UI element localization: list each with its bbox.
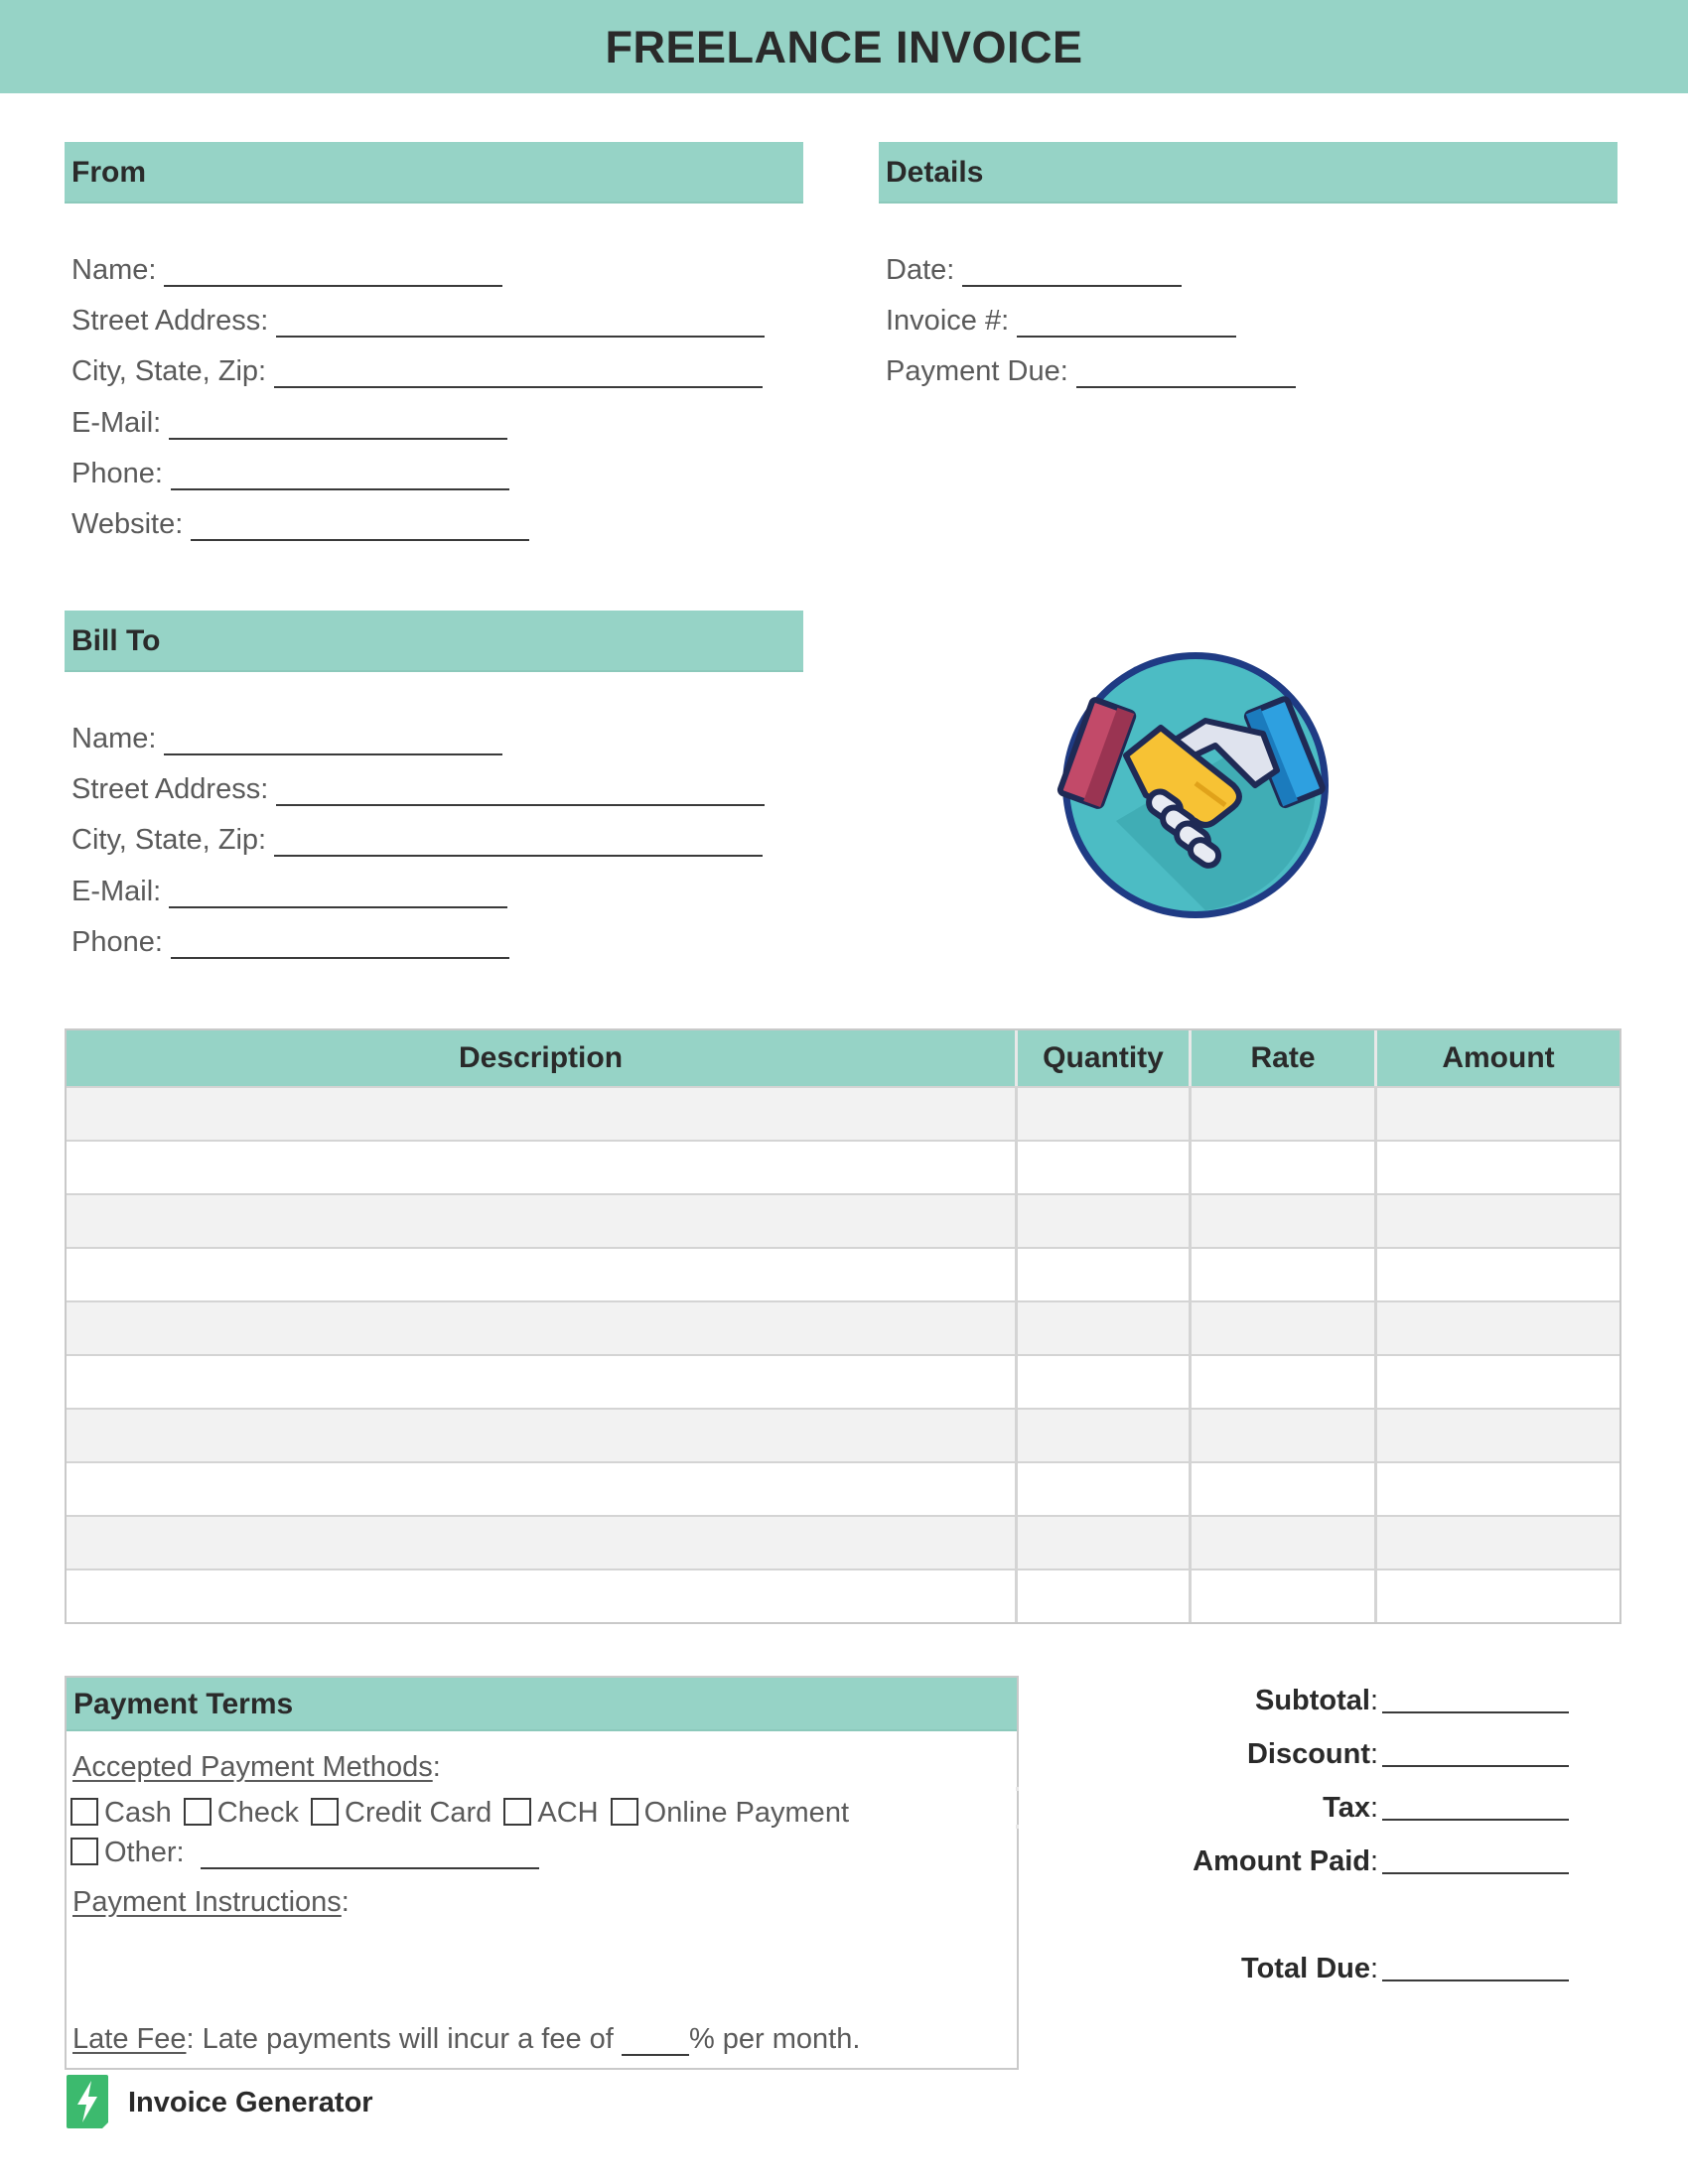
- from-phone-label: Phone:: [71, 458, 163, 489]
- amount-cell[interactable]: [1377, 1410, 1619, 1461]
- subtotal-line[interactable]: [1382, 1711, 1569, 1713]
- payment-instructions-row: [72, 1886, 350, 1919]
- credit-card-checkbox[interactable]: [311, 1798, 339, 1826]
- amount-paid-label: Amount Paid: [1193, 1845, 1370, 1877]
- lightning-bolt-icon: [65, 2073, 110, 2130]
- amount-cell[interactable]: [1377, 1142, 1619, 1193]
- details-section-header: [879, 142, 1618, 204]
- description-cell[interactable]: [67, 1517, 1018, 1569]
- title-bar: [0, 0, 1688, 93]
- from-section-header: [65, 142, 803, 204]
- late-fee-percent-line[interactable]: [622, 2030, 689, 2056]
- ach-checkbox[interactable]: [503, 1798, 531, 1826]
- quantity-column-header: Quantity: [1018, 1030, 1192, 1086]
- table-row: [67, 1086, 1619, 1140]
- rate-cell[interactable]: [1192, 1356, 1377, 1408]
- from-city-label: City, State, Zip:: [71, 355, 267, 387]
- description-column-header: Description: [67, 1030, 1018, 1086]
- accepted-methods-label: Accepted Payment Methods: [72, 1751, 433, 1783]
- other-line[interactable]: [201, 1840, 539, 1869]
- rate-cell[interactable]: [1192, 1142, 1377, 1193]
- rate-cell[interactable]: [1192, 1195, 1377, 1247]
- discount-line[interactable]: [1382, 1765, 1569, 1767]
- description-cell[interactable]: [67, 1570, 1018, 1622]
- quantity-cell[interactable]: [1018, 1517, 1192, 1569]
- from-street-line[interactable]: [276, 308, 765, 338]
- bill-to-street-field[interactable]: [71, 773, 765, 813]
- table-row: [67, 1354, 1619, 1408]
- amount-cell[interactable]: [1377, 1195, 1619, 1247]
- description-cell[interactable]: [67, 1249, 1018, 1300]
- quantity-cell[interactable]: [1018, 1249, 1192, 1300]
- description-cell[interactable]: [67, 1142, 1018, 1193]
- date-line[interactable]: [962, 257, 1182, 287]
- divider: [1016, 1787, 1019, 1791]
- page-title: FREELANCE INVOICE: [605, 22, 1083, 72]
- colon: :: [1370, 1953, 1379, 1984]
- rate-cell[interactable]: [1192, 1410, 1377, 1461]
- divider: [1016, 1825, 1019, 1829]
- invoice-number-line[interactable]: [1017, 308, 1236, 338]
- bill-to-phone-line[interactable]: [171, 929, 509, 959]
- rate-cell[interactable]: [1192, 1302, 1377, 1354]
- cash-label: Cash: [104, 1797, 172, 1829]
- cash-checkbox[interactable]: [70, 1798, 98, 1826]
- amount-cell[interactable]: [1377, 1356, 1619, 1408]
- payment-due-line[interactable]: [1076, 358, 1296, 388]
- late-fee-label: Late Fee: [72, 2023, 187, 2055]
- items-table: [65, 1028, 1621, 1624]
- subtotal-row[interactable]: [1092, 1678, 1569, 1717]
- from-email-field[interactable]: [71, 407, 507, 447]
- late-fee-text-before: : Late payments will incur a fee of: [186, 2023, 622, 2055]
- credit-card-label: Credit Card: [345, 1797, 492, 1829]
- tax-line[interactable]: [1382, 1819, 1569, 1821]
- colon: :: [1370, 1685, 1379, 1716]
- amount-cell[interactable]: [1377, 1302, 1619, 1354]
- rate-cell[interactable]: [1192, 1517, 1377, 1569]
- quantity-cell[interactable]: [1018, 1302, 1192, 1354]
- amount-cell[interactable]: [1377, 1570, 1619, 1622]
- from-street-label: Street Address:: [71, 305, 269, 337]
- payment-terms-box: [65, 1676, 1019, 2070]
- rate-column-header: Rate: [1192, 1030, 1377, 1086]
- from-name-line[interactable]: [164, 257, 502, 287]
- discount-row[interactable]: [1092, 1731, 1569, 1771]
- brand-name: Invoice Generator: [128, 2087, 373, 2118]
- rate-cell[interactable]: [1192, 1249, 1377, 1300]
- quantity-cell[interactable]: [1018, 1356, 1192, 1408]
- colon: :: [1370, 1845, 1379, 1877]
- from-website-label: Website:: [71, 508, 184, 540]
- amount-cell[interactable]: [1377, 1088, 1619, 1140]
- other-checkbox[interactable]: [70, 1838, 98, 1865]
- discount-label: Discount: [1246, 1738, 1370, 1770]
- bill-to-email-label: E-Mail:: [71, 876, 162, 907]
- table-row: [67, 1461, 1619, 1515]
- colon: :: [1370, 1792, 1379, 1824]
- online-payment-label: Online Payment: [643, 1797, 849, 1829]
- bill-to-name-field[interactable]: [71, 723, 502, 762]
- payment-due-label: Payment Due:: [886, 355, 1068, 387]
- from-email-label: E-Mail:: [71, 407, 162, 439]
- description-cell[interactable]: [67, 1463, 1018, 1515]
- table-row: [67, 1300, 1619, 1354]
- description-cell[interactable]: [67, 1195, 1018, 1247]
- amount-cell[interactable]: [1377, 1517, 1619, 1569]
- rate-cell[interactable]: [1192, 1570, 1377, 1622]
- table-row: [67, 1140, 1619, 1193]
- payment-instructions-label: Payment Instructions: [72, 1886, 342, 1918]
- quantity-cell[interactable]: [1018, 1088, 1192, 1140]
- total-due-row[interactable]: [1092, 1946, 1569, 1985]
- invoice-number-label: Invoice #:: [886, 305, 1010, 337]
- from-name-field[interactable]: [71, 254, 502, 294]
- online-payment-checkbox[interactable]: [611, 1798, 638, 1826]
- table-row: [67, 1247, 1619, 1300]
- bill-to-phone-label: Phone:: [71, 926, 163, 958]
- amount-column-header: Amount: [1442, 1041, 1555, 1074]
- rate-cell[interactable]: [1192, 1463, 1377, 1515]
- tax-label: Tax: [1323, 1792, 1370, 1824]
- from-phone-line[interactable]: [171, 461, 509, 490]
- quantity-cell[interactable]: [1018, 1463, 1192, 1515]
- late-fee-text-after: % per month.: [688, 2023, 861, 2055]
- table-row: [67, 1569, 1619, 1622]
- bill-to-street-label: Street Address:: [71, 773, 269, 805]
- colon: :: [1370, 1738, 1379, 1770]
- bill-to-email-field[interactable]: [71, 876, 507, 915]
- description-cell[interactable]: [67, 1302, 1018, 1354]
- quantity-cell[interactable]: [1018, 1195, 1192, 1247]
- description-cell[interactable]: [67, 1410, 1018, 1461]
- bill-to-email-line[interactable]: [169, 879, 507, 908]
- table-row: [67, 1193, 1619, 1247]
- items-header-row: [67, 1030, 1619, 1086]
- tax-row[interactable]: [1092, 1785, 1569, 1825]
- date-field[interactable]: [886, 254, 1182, 294]
- payment-terms-header: [67, 1678, 1017, 1731]
- payment-due-field[interactable]: [886, 355, 1296, 395]
- from-website-line[interactable]: [191, 511, 529, 541]
- bill-to-phone-field[interactable]: [71, 926, 509, 966]
- description-cell[interactable]: [67, 1356, 1018, 1408]
- from-street-field[interactable]: [71, 305, 765, 344]
- payment-terms-heading: Payment Terms: [73, 1688, 294, 1720]
- bill-to-city-field[interactable]: [71, 824, 763, 864]
- handshake-icon: [1056, 646, 1335, 924]
- from-heading: From: [71, 156, 146, 189]
- amount-cell[interactable]: [1377, 1463, 1619, 1515]
- invoice-number-field[interactable]: [886, 305, 1236, 344]
- other-method-row: [70, 1837, 539, 1869]
- amount-cell[interactable]: [1377, 1249, 1619, 1300]
- from-city-line[interactable]: [274, 358, 763, 388]
- quantity-cell[interactable]: [1018, 1570, 1192, 1622]
- other-label: Other:: [104, 1837, 185, 1868]
- total-due-label: Total Due: [1241, 1953, 1370, 1984]
- from-phone-field[interactable]: [71, 458, 509, 497]
- quantity-cell[interactable]: [1018, 1410, 1192, 1461]
- table-row: [67, 1515, 1619, 1569]
- bill-to-name-line[interactable]: [164, 726, 502, 755]
- bill-to-city-label: City, State, Zip:: [71, 824, 267, 856]
- rate-cell[interactable]: [1192, 1088, 1377, 1140]
- colon: :: [432, 1751, 441, 1783]
- amount-paid-line[interactable]: [1382, 1872, 1569, 1874]
- bill-to-name-label: Name:: [71, 723, 157, 754]
- subtotal-label: Subtotal: [1255, 1685, 1370, 1716]
- check-checkbox[interactable]: [184, 1798, 211, 1826]
- description-cell[interactable]: [67, 1088, 1018, 1140]
- from-website-field[interactable]: [71, 508, 529, 548]
- ach-label: ACH: [537, 1797, 599, 1829]
- colon: :: [341, 1886, 350, 1918]
- bill-to-section-header: [65, 611, 803, 672]
- total-due-line[interactable]: [1382, 1979, 1569, 1981]
- bill-to-city-line[interactable]: [274, 827, 763, 857]
- from-name-label: Name:: [71, 254, 157, 286]
- table-row: [67, 1408, 1619, 1461]
- accepted-methods-row: [72, 1751, 441, 1784]
- payment-methods-row: [70, 1797, 849, 1830]
- from-city-field[interactable]: [71, 355, 763, 395]
- date-label: Date:: [886, 254, 955, 286]
- check-label: Check: [216, 1797, 299, 1829]
- amount-paid-row[interactable]: [1092, 1839, 1569, 1878]
- from-email-line[interactable]: [169, 410, 507, 440]
- bill-to-street-line[interactable]: [276, 776, 765, 806]
- quantity-cell[interactable]: [1018, 1142, 1192, 1193]
- bill-to-heading: Bill To: [71, 624, 161, 657]
- late-fee-row: [72, 2023, 860, 2056]
- details-heading: Details: [886, 156, 984, 189]
